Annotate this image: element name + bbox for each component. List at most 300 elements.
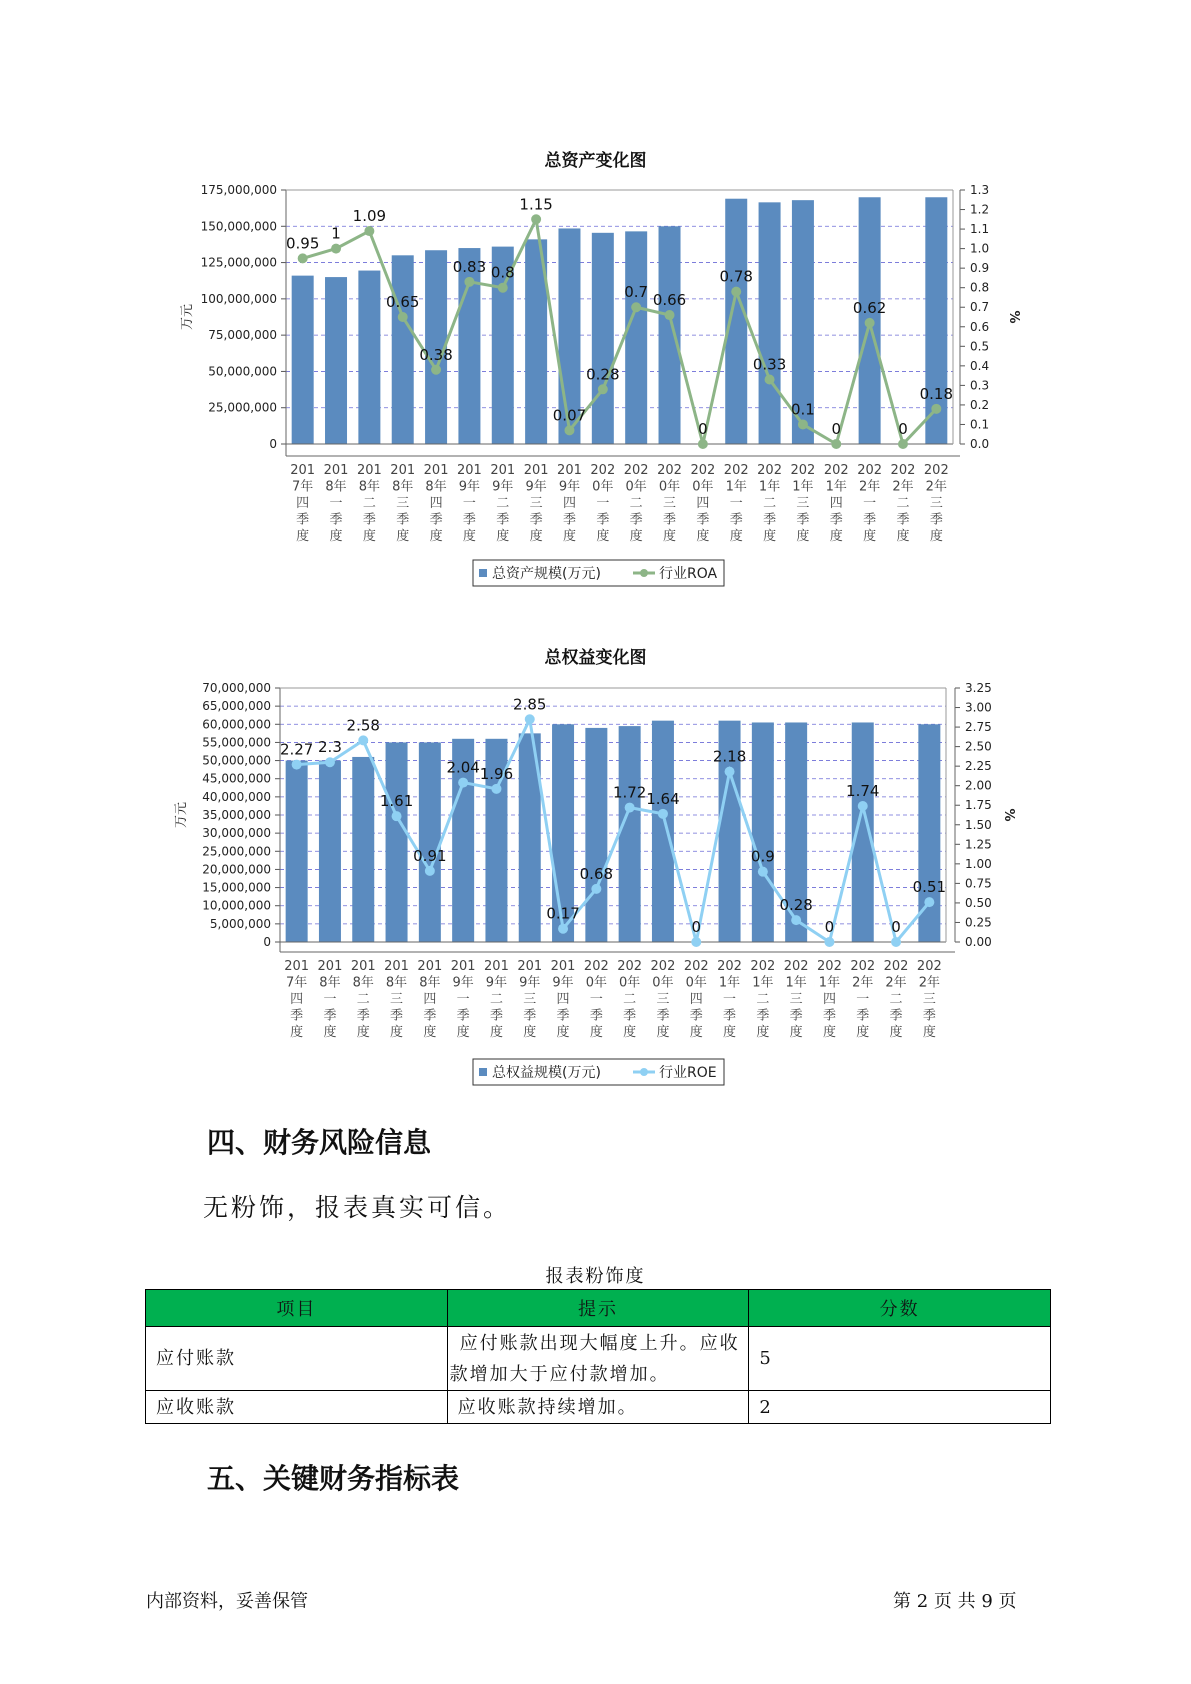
data-label: 0.8 <box>490 263 515 282</box>
risk-table <box>145 1289 1051 1424</box>
footer-page-number: 第 2 页 共 9 页 <box>893 1591 1017 1612</box>
y2-tick-label: 0.4 <box>970 358 990 373</box>
line-point <box>898 439 908 449</box>
x-tick-label: 季 <box>429 512 443 528</box>
x-tick-label: 度 <box>362 529 376 544</box>
x-tick-label: 二 <box>496 496 510 511</box>
section-4-text: 无粉饰，报表真实可信。 <box>203 1193 512 1222</box>
x-tick-label: 202 <box>790 463 816 478</box>
bar <box>752 722 774 942</box>
legend-bar-label: 总资产规模(万元) <box>492 566 601 582</box>
row-score: 2 <box>749 1391 1051 1424</box>
x-tick-label: 201 <box>323 463 349 478</box>
line-point <box>392 811 402 821</box>
y2-tick-label: 0.50 <box>965 895 992 910</box>
data-label: 0.62 <box>852 298 887 317</box>
section-4-heading: 四、财务风险信息 <box>207 1126 432 1159</box>
y-tick-label: 40,000,000 <box>202 789 271 804</box>
line-point <box>325 757 335 767</box>
x-tick-label: 季 <box>562 512 576 528</box>
bar <box>319 761 341 942</box>
x-tick-label: 度 <box>329 529 343 544</box>
x-tick-label: 三 <box>523 992 537 1007</box>
x-tick-label: 度 <box>623 1025 637 1040</box>
row-item: 应收账款 <box>146 1391 448 1424</box>
y-tick-label: 10,000,000 <box>202 898 271 913</box>
x-tick-label: 度 <box>663 529 677 544</box>
x-tick-label: 2年 <box>925 479 947 495</box>
x-tick-label: 度 <box>822 1025 836 1040</box>
x-tick-label: 202 <box>883 959 909 974</box>
x-tick-label: 202 <box>690 463 716 478</box>
x-tick-label: 度 <box>856 1025 870 1040</box>
x-tick-label: 度 <box>656 1025 670 1040</box>
x-tick-label: 季 <box>623 1008 637 1024</box>
x-tick-label: 度 <box>562 529 576 544</box>
x-tick-label: 四 <box>429 496 443 511</box>
x-tick-label: 四 <box>822 992 836 1007</box>
y2-tick-label: 0.5 <box>970 339 990 354</box>
x-tick-label: 四 <box>562 496 576 511</box>
x-tick-label: 度 <box>429 529 443 544</box>
x-tick-label: 201 <box>450 959 476 974</box>
x-tick-label: 201 <box>523 463 549 478</box>
x-tick-label: 季 <box>323 1008 337 1024</box>
x-tick-label: 度 <box>456 1025 470 1040</box>
x-tick-label: 201 <box>550 959 576 974</box>
data-label: 1 <box>331 224 341 243</box>
y2-tick-label: 1.3 <box>970 183 990 197</box>
x-tick-label: 四 <box>696 496 710 511</box>
y2-tick-label: 0.2 <box>970 397 990 412</box>
x-tick-label: 2年 <box>892 479 914 495</box>
bar <box>392 255 414 444</box>
x-tick-label: 9年 <box>558 479 581 495</box>
data-label: 0.78 <box>719 267 753 286</box>
y-tick-label: 65,000,000 <box>202 699 271 714</box>
x-tick-label: 0年 <box>692 479 714 495</box>
x-tick-label: 二 <box>356 992 370 1007</box>
y2-tick-label: 0.00 <box>965 935 992 949</box>
x-tick-label: 度 <box>496 529 510 544</box>
x-tick-label: 2年 <box>885 975 907 991</box>
y2-tick-label: 0.3 <box>970 378 990 393</box>
total-equity-chart <box>0 670 1191 1090</box>
y2-tick-label: 1.0 <box>970 241 990 256</box>
x-tick-label: 三 <box>796 496 810 511</box>
x-tick-label: 度 <box>323 1025 337 1040</box>
x-tick-label: 度 <box>756 1025 770 1040</box>
x-tick-label: 一 <box>329 496 343 511</box>
y-tick-label: 50,000,000 <box>202 753 271 768</box>
x-tick-label: 季 <box>396 512 410 528</box>
data-label: 0.18 <box>919 384 954 403</box>
x-tick-label: 201 <box>557 463 582 478</box>
line-point <box>665 310 675 320</box>
y2-tick-label: 0.7 <box>970 300 990 315</box>
x-tick-label: 0年 <box>585 975 607 991</box>
x-tick-label: 202 <box>717 959 742 974</box>
x-tick-label: 1年 <box>725 479 747 495</box>
bar <box>625 231 647 444</box>
x-tick-label: 二 <box>623 992 637 1007</box>
legend-bar-label: 总权益规模(万元) <box>492 1065 601 1081</box>
y-tick-label: 55,000,000 <box>202 735 271 750</box>
y2-tick-label: 0.1 <box>970 417 990 432</box>
data-label: 0 <box>691 918 702 936</box>
x-tick-label: 季 <box>596 512 610 528</box>
data-label: 0 <box>891 918 901 936</box>
x-tick-label: 季 <box>629 512 643 528</box>
y2-tick-label: 2.50 <box>965 739 992 754</box>
y-tick-label: 70,000,000 <box>202 681 271 695</box>
x-tick-label: 度 <box>356 1025 370 1040</box>
line-point <box>631 302 641 312</box>
data-label: 2.85 <box>513 695 547 714</box>
x-tick-label: 季 <box>656 1008 670 1024</box>
total-assets-chart <box>0 170 1191 590</box>
col-header-score: 分数 <box>749 1290 1051 1327</box>
y2-tick-label: 1.50 <box>965 817 992 832</box>
x-tick-label: 三 <box>922 992 936 1007</box>
row-hint: 应收账款持续增加。 <box>447 1391 749 1424</box>
x-tick-label: 202 <box>683 959 709 974</box>
x-tick-label: 度 <box>729 529 743 544</box>
row-item: 应付账款 <box>146 1327 448 1391</box>
x-tick-label: 度 <box>789 1025 803 1040</box>
line-point <box>364 226 374 236</box>
y-tick-label: 100,000,000 <box>200 291 277 306</box>
row-score: 5 <box>749 1327 1051 1391</box>
y2-tick-label: 0.8 <box>970 280 990 295</box>
y-tick-label: 45,000,000 <box>202 771 271 786</box>
x-tick-label: 1年 <box>718 975 741 991</box>
data-label: 1.61 <box>379 792 414 811</box>
x-tick-label: 1年 <box>792 479 814 495</box>
bar <box>358 271 380 444</box>
x-tick-label: 0年 <box>658 479 681 495</box>
line-point <box>865 318 875 328</box>
legend-line-label: 行业ROA <box>659 566 718 582</box>
x-tick-label: 202 <box>850 959 876 974</box>
y2-tick-label: 3.25 <box>965 681 992 695</box>
x-tick-label: 1年 <box>758 479 781 495</box>
data-label: 1.74 <box>846 782 880 801</box>
line-point <box>564 425 574 435</box>
line-point <box>765 375 775 385</box>
x-tick-label: 202 <box>916 959 942 974</box>
x-tick-label: 一 <box>863 496 877 511</box>
x-tick-label: 二 <box>763 496 777 511</box>
x-tick-label: 8年 <box>392 479 414 495</box>
x-tick-label: 度 <box>396 529 410 544</box>
x-tick-label: 三 <box>663 496 677 511</box>
line-point <box>331 244 341 254</box>
x-tick-label: 度 <box>556 1025 570 1040</box>
line-point <box>625 803 635 813</box>
hint-line-1: 应付账款出现大幅度上升。应收 <box>459 1332 740 1354</box>
y-tick-label: 0 <box>263 935 271 949</box>
y-axis-title: 万元 <box>174 801 189 829</box>
data-label: 0.28 <box>779 896 813 915</box>
y-tick-label: 60,000,000 <box>202 717 271 732</box>
x-tick-label: 四 <box>296 496 310 511</box>
x-tick-label: 三 <box>929 496 943 511</box>
x-tick-label: 202 <box>617 959 643 974</box>
line-point <box>531 214 541 224</box>
bar <box>652 721 674 942</box>
data-label: 0 <box>698 420 708 438</box>
x-tick-label: 201 <box>484 959 509 974</box>
x-tick-label: 7年 <box>286 975 308 991</box>
line-point <box>691 937 701 947</box>
data-label: 0.95 <box>285 234 320 253</box>
x-tick-label: 二 <box>629 496 643 511</box>
x-tick-label: 度 <box>863 529 877 544</box>
x-tick-label: 度 <box>896 529 910 544</box>
x-tick-label: 季 <box>462 512 476 528</box>
x-tick-label: 季 <box>829 512 843 528</box>
x-tick-label: 201 <box>490 463 516 478</box>
y2-tick-label: 1.2 <box>970 202 990 217</box>
legend-line-marker <box>640 1068 648 1076</box>
x-tick-label: 度 <box>689 1025 703 1040</box>
x-tick-label: 季 <box>796 512 810 528</box>
x-tick-label: 度 <box>796 529 810 544</box>
line-point <box>798 419 808 429</box>
line-point <box>491 784 501 794</box>
x-tick-label: 一 <box>596 496 610 511</box>
x-tick-label: 度 <box>929 529 943 544</box>
chart-1-title: 总资产变化图 <box>544 151 647 171</box>
x-tick-label: 0年 <box>652 975 674 991</box>
x-tick-label: 二 <box>489 992 503 1007</box>
x-tick-label: 季 <box>822 1008 836 1024</box>
section-5-heading: 五、关键财务指标表 <box>207 1462 460 1495</box>
line-point <box>731 287 741 297</box>
x-tick-label: 四 <box>290 992 304 1007</box>
line-point <box>791 915 801 925</box>
x-tick-label: 季 <box>729 512 743 528</box>
y-tick-label: 30,000,000 <box>202 826 271 841</box>
x-tick-label: 0年 <box>685 975 707 991</box>
x-tick-label: 四 <box>829 496 843 511</box>
x-tick-label: 三 <box>390 992 404 1007</box>
x-tick-label: 季 <box>356 1008 370 1024</box>
y-tick-label: 75,000,000 <box>208 328 277 343</box>
x-tick-label: 二 <box>362 496 376 511</box>
x-tick-label: 三 <box>396 496 410 511</box>
col-header-item: 项目 <box>146 1290 448 1327</box>
x-tick-label: 度 <box>763 529 777 544</box>
y2-tick-label: 0.25 <box>965 915 992 930</box>
data-label: 2.3 <box>318 738 342 757</box>
bar <box>286 761 308 942</box>
x-tick-label: 201 <box>423 463 449 478</box>
legend-bar-swatch <box>479 1068 487 1076</box>
x-tick-label: 0年 <box>619 975 641 991</box>
x-tick-label: 202 <box>657 463 682 478</box>
x-tick-label: 三 <box>656 992 670 1007</box>
x-tick-label: 201 <box>390 463 416 478</box>
x-tick-label: 8年 <box>425 479 447 495</box>
x-tick-label: 季 <box>589 1008 603 1024</box>
data-label: 1.09 <box>352 207 387 226</box>
x-tick-label: 201 <box>517 959 543 974</box>
data-label: 0.91 <box>413 846 447 865</box>
x-tick-label: 三 <box>789 992 803 1007</box>
x-tick-label: 二 <box>896 496 910 511</box>
x-tick-label: 季 <box>756 1008 770 1024</box>
data-label: 0.66 <box>652 291 687 310</box>
x-tick-label: 9年 <box>458 479 481 495</box>
y2-tick-label: 1.1 <box>970 222 990 237</box>
x-tick-label: 季 <box>496 512 510 528</box>
y2-tick-label: 1.00 <box>965 856 992 871</box>
x-tick-label: 季 <box>556 1008 570 1024</box>
x-tick-label: 季 <box>423 1008 437 1024</box>
x-tick-label: 季 <box>696 512 710 528</box>
line-point <box>725 767 735 777</box>
table-row <box>146 1391 1051 1424</box>
data-label: 0.38 <box>419 345 453 364</box>
data-label: 0.51 <box>912 878 947 897</box>
x-tick-label: 季 <box>789 1008 803 1024</box>
bar <box>659 226 681 444</box>
bar <box>585 728 607 942</box>
line-point <box>858 801 868 811</box>
x-tick-label: 度 <box>390 1025 404 1040</box>
x-tick-label: 度 <box>489 1025 503 1040</box>
x-tick-label: 季 <box>663 512 677 528</box>
x-tick-label: 季 <box>329 512 343 528</box>
x-tick-label: 季 <box>763 512 777 528</box>
x-tick-label: 四 <box>556 992 570 1007</box>
data-label: 0 <box>831 420 842 438</box>
x-tick-label: 度 <box>290 1025 304 1040</box>
bar <box>419 742 441 942</box>
y2-tick-label: 2.00 <box>965 778 992 793</box>
y2-axis-title: % <box>1001 808 1016 822</box>
data-label: 0.83 <box>452 257 487 276</box>
x-tick-label: 202 <box>757 463 782 478</box>
line-point <box>758 867 768 877</box>
x-tick-label: 1年 <box>752 975 774 991</box>
y-tick-label: 150,000,000 <box>200 219 277 234</box>
x-tick-label: 202 <box>750 959 776 974</box>
x-tick-label: 2年 <box>918 975 940 991</box>
line-point <box>498 283 508 293</box>
x-tick-label: 四 <box>689 992 703 1007</box>
x-tick-label: 202 <box>723 463 749 478</box>
x-tick-label: 202 <box>783 959 809 974</box>
hint-line-2: 款增加大于应付款增加。 <box>449 1363 670 1385</box>
table-row <box>146 1327 1051 1391</box>
line-point <box>658 809 668 819</box>
y-tick-label: 175,000,000 <box>200 183 277 197</box>
x-tick-label: 9年 <box>492 479 514 495</box>
row-hint <box>447 1327 749 1391</box>
x-tick-label: 一 <box>723 992 737 1007</box>
x-tick-label: 季 <box>929 512 943 528</box>
x-tick-label: 一 <box>589 992 603 1007</box>
line-point <box>298 253 308 263</box>
x-tick-label: 9年 <box>452 975 474 991</box>
data-label: 1.72 <box>612 783 647 802</box>
x-tick-label: 7年 <box>292 479 314 495</box>
x-tick-label: 二 <box>756 992 770 1007</box>
data-label: 0 <box>898 420 908 438</box>
y-tick-label: 25,000,000 <box>208 400 277 415</box>
bar <box>386 742 408 942</box>
x-tick-label: 二 <box>889 992 903 1007</box>
y-tick-label: 25,000,000 <box>202 844 271 859</box>
x-tick-label: 202 <box>823 463 849 478</box>
line-point <box>398 312 408 322</box>
x-tick-label: 度 <box>629 529 643 544</box>
y2-axis-title: % <box>1006 310 1021 324</box>
y-tick-label: 15,000,000 <box>202 880 271 895</box>
legend-line-label: 行业ROE <box>659 1065 717 1081</box>
x-tick-label: 季 <box>723 1008 737 1024</box>
bar <box>592 233 614 444</box>
x-tick-label: 度 <box>529 529 543 544</box>
line-point <box>698 439 708 449</box>
x-tick-label: 季 <box>456 1008 470 1024</box>
x-tick-label: 度 <box>829 529 843 544</box>
x-tick-label: 202 <box>623 463 649 478</box>
line-point <box>425 866 435 876</box>
y-tick-label: 50,000,000 <box>208 364 277 379</box>
data-label: 0.68 <box>579 864 614 883</box>
x-tick-label: 9年 <box>525 479 547 495</box>
data-label: 0.33 <box>752 355 787 374</box>
legend-line-marker <box>640 569 648 577</box>
x-tick-label: 8年 <box>385 975 408 991</box>
x-tick-label: 一 <box>729 496 743 511</box>
x-tick-label: 202 <box>817 959 842 974</box>
data-label: 0.17 <box>546 904 580 923</box>
x-tick-label: 1年 <box>818 975 841 991</box>
x-tick-label: 季 <box>863 512 877 528</box>
y2-tick-label: 0.9 <box>970 261 990 276</box>
line-point <box>591 884 601 894</box>
data-label: 2.18 <box>712 747 747 766</box>
y2-tick-label: 2.25 <box>965 759 992 774</box>
line-point <box>458 778 468 788</box>
x-tick-label: 202 <box>857 463 883 478</box>
data-label: 1.15 <box>519 195 553 214</box>
bar <box>292 276 314 444</box>
x-tick-label: 9年 <box>519 975 541 991</box>
y-tick-label: 20,000,000 <box>202 862 271 877</box>
x-tick-label: 201 <box>350 959 376 974</box>
line-point <box>292 760 302 770</box>
data-label: 0.07 <box>552 406 587 425</box>
footer-confidential: 内部资料，妥善保管 <box>146 1591 308 1612</box>
line-point <box>358 735 368 745</box>
data-label: 2.04 <box>446 758 480 777</box>
y2-tick-label: 1.75 <box>965 798 992 813</box>
col-header-hint: 提示 <box>447 1290 749 1327</box>
y-axis-title: 万元 <box>180 303 195 331</box>
line-point <box>558 924 568 934</box>
line-point <box>891 937 901 947</box>
x-tick-label: 8年 <box>419 975 441 991</box>
y2-tick-label: 0.6 <box>970 319 990 334</box>
x-tick-label: 季 <box>489 1008 503 1024</box>
chart-2-title: 总权益变化图 <box>544 648 647 668</box>
